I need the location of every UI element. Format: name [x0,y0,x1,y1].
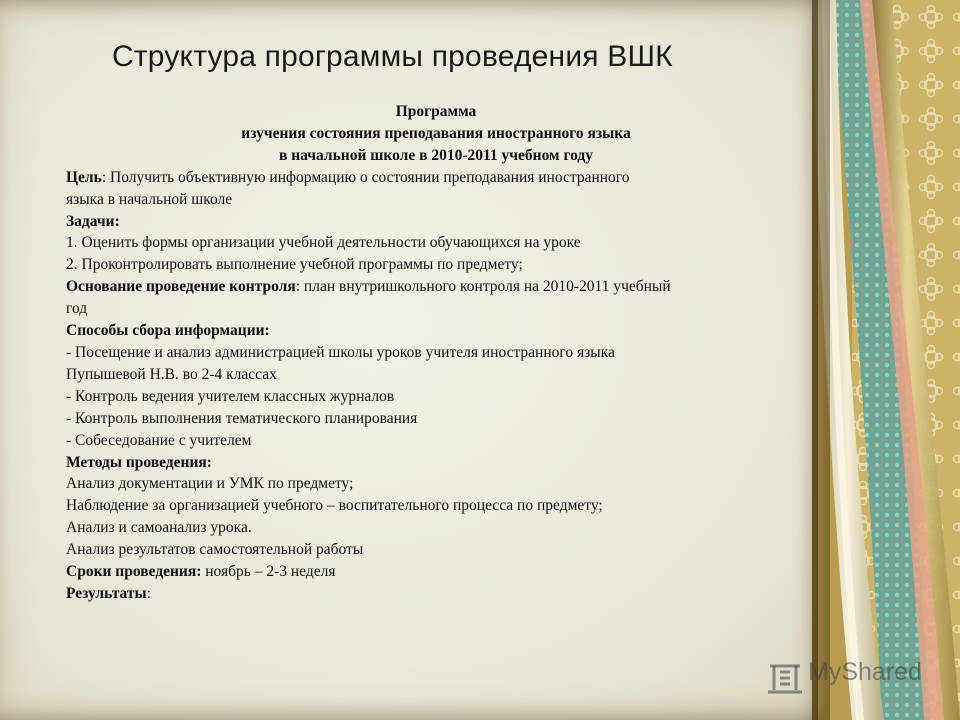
method-item: Анализ и самоанализ урока. [66,519,252,537]
methods-label-text: Методы проведения: [66,453,212,471]
collection-label [66,320,806,342]
program-heading-3: в начальной школе в 2010-2011 учебном году [278,146,594,164]
goal-text: : Получить объективную информацию о состоянии преподавания иностранного [101,168,630,186]
watermark-text: MyShared [808,658,922,686]
dates-text: ноябрь – 2-3 неделя [201,563,336,581]
program-text [66,101,806,605]
collection-item: - Контроль ведения учителем классных журналов [66,387,395,405]
goal-text-cont: языка в начальной школе [66,190,233,208]
collection-item: - Собеседование с учителем [66,431,252,449]
collection-label-text: Способы сбора информации: [66,322,270,340]
basis-text-cont: год [66,300,88,318]
slide-title: Структура программы проведения ВШК [112,40,673,73]
methods-label [66,452,806,474]
collection-item: - Контроль выполнения тематического планирования [66,409,418,427]
results-label: Результаты [66,584,147,602]
method-item: Анализ результатов самостоятельной работы [66,541,364,559]
tasks-label-text: Задачи: [66,212,120,230]
basis-line [66,276,806,298]
collection-item: - Посещение и анализ администрацией школы уроков учителя иностранного языка [66,343,615,361]
collection-item: Пупышевой Н.В. во 2-4 классах [66,365,277,383]
task-item: 2. Проконтролировать выполнение учебной программы по предмету; [66,256,523,274]
tasks-label [66,211,806,233]
method-item: Наблюдение за организацией учебного – воспитательного процесса по предмету; [66,497,603,515]
results-line [66,583,806,605]
goal-label: Цель [66,168,102,186]
dates-line [66,561,806,583]
task-item: 1. Оценить формы организации учебной деятельности обучающихся на уроке [66,234,581,252]
dates-label: Сроки проведения: [66,563,202,581]
basis-label: Основание проведение контроля [66,278,296,296]
goal-line [66,167,806,189]
method-item: Анализ документации и УМК по предмету; [66,475,354,493]
program-heading-2: изучения состояния преподавания иностранного языка [241,124,631,142]
decorative-border [812,0,960,720]
results-text: : [146,584,151,602]
basis-text: : план внутришкольного контроля на 2010-2011 учебный [295,278,671,296]
program-heading-1: Программа [395,103,477,120]
